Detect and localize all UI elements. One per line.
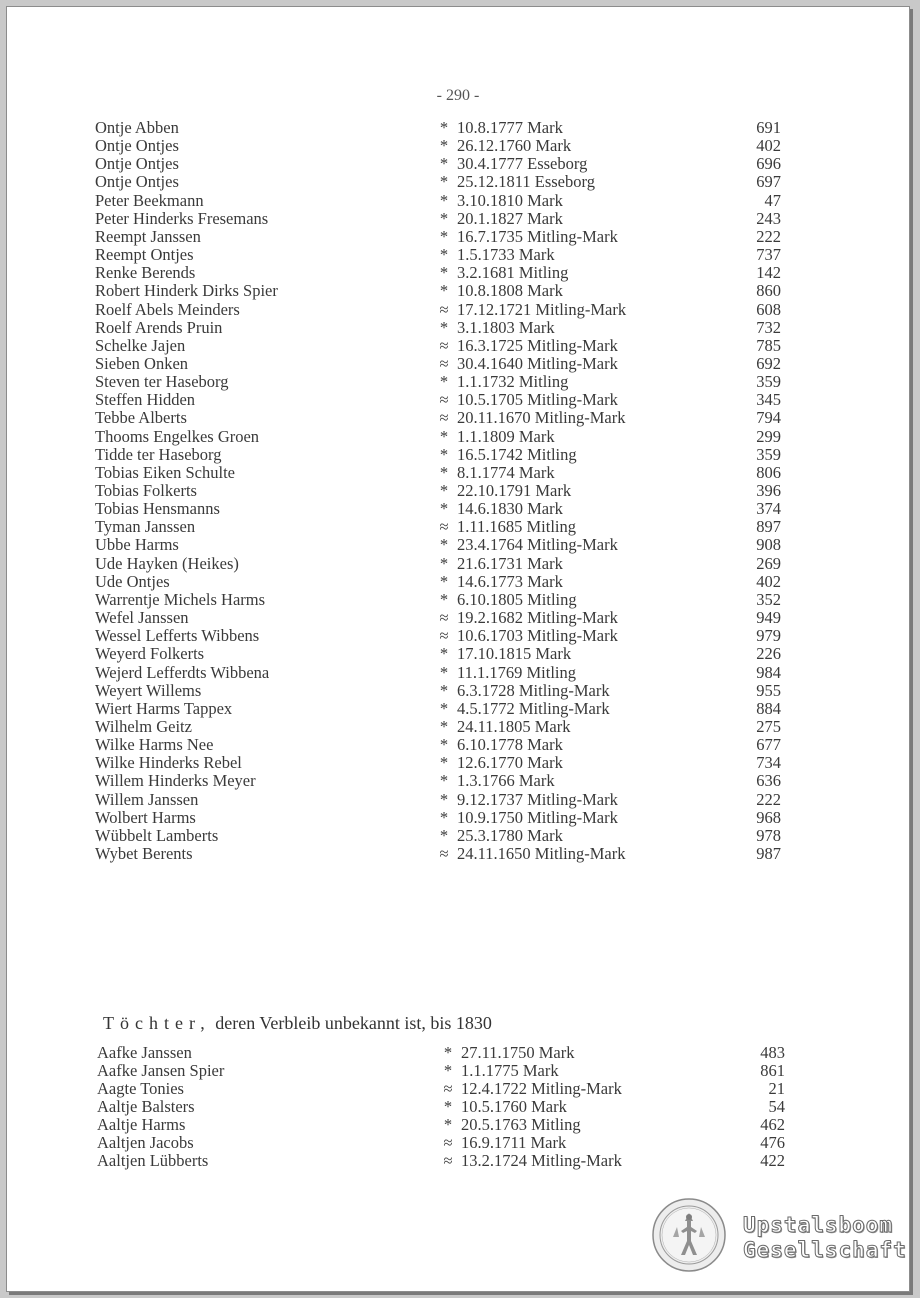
entry-name: Thooms Engelkes Groen xyxy=(95,426,260,446)
entry-name: Steffen Hidden xyxy=(95,390,196,410)
entry-name: Tidde ter Haseborg xyxy=(95,444,222,464)
entry-date: 25.12.1811 Esseborg xyxy=(457,172,595,192)
entry-number: 402 xyxy=(756,136,781,156)
entry-number: 222 xyxy=(756,226,781,246)
entry-number: 359 xyxy=(756,444,781,464)
entry-number: 299 xyxy=(756,426,781,446)
entry-number: 696 xyxy=(756,154,781,174)
entry-date: 20.5.1763 Mitling xyxy=(461,1115,581,1134)
entry-name: Steven ter Haseborg xyxy=(95,372,229,392)
entry-date: 6.3.1728 Mitling-Mark xyxy=(457,680,610,700)
entry-mark: * xyxy=(439,499,449,519)
entry-number: 222 xyxy=(756,789,781,809)
entry-date: 24.11.1805 Mark xyxy=(457,716,571,736)
entry-mark: * xyxy=(439,426,449,446)
entry-number: 462 xyxy=(760,1115,785,1134)
entry-name: Reempt Janssen xyxy=(95,226,201,246)
entry-date: 3.10.1810 Mark xyxy=(457,190,563,210)
entry-number: 352 xyxy=(756,589,781,609)
entry-mark: * xyxy=(439,444,449,464)
entry-date: 1.11.1685 Mitling xyxy=(457,517,577,537)
entry-number: 275 xyxy=(756,716,781,736)
entry-date: 3.1.1803 Mark xyxy=(457,317,555,337)
organization-name xyxy=(743,1213,907,1263)
entry-name: Aafke Jansen Spier xyxy=(97,1061,225,1080)
entry-date: 16.5.1742 Mitling xyxy=(457,444,577,464)
entry-name: Roelf Arends Pruin xyxy=(95,317,223,337)
entry-number: 476 xyxy=(760,1133,785,1152)
daughters-heading xyxy=(103,1013,492,1034)
entry-number: 422 xyxy=(760,1151,785,1170)
entry-number: 396 xyxy=(756,481,781,500)
entry-mark: * xyxy=(439,680,449,700)
entry-date: 12.4.1722 Mitling-Mark xyxy=(461,1079,622,1098)
entry-mark: * xyxy=(439,535,449,555)
daughters-heading-rest: deren Verbleib unbekannt ist, bis 1830 xyxy=(215,1013,492,1033)
entry-name: Reempt Ontjes xyxy=(95,245,194,265)
entry-number: 21 xyxy=(768,1079,785,1098)
entry-number: 897 xyxy=(756,517,781,537)
entry-number: 677 xyxy=(756,735,781,755)
entry-number: 226 xyxy=(756,644,781,664)
entry-date: 16.3.1725 Mitling-Mark xyxy=(457,335,618,355)
entry-number: 697 xyxy=(756,172,781,192)
entry-number: 732 xyxy=(756,317,781,337)
entry-name: Peter Beekmann xyxy=(95,190,204,210)
entry-mark: * xyxy=(443,1097,453,1116)
entry-mark: ≈ xyxy=(439,608,449,628)
entry-mark: * xyxy=(439,807,449,827)
organization-name-line1: Upstalsboom xyxy=(743,1213,894,1237)
entry-name: Wejerd Lefferdts Wibbena xyxy=(95,662,270,682)
entry-number: 908 xyxy=(756,535,781,555)
entry-mark: * xyxy=(439,589,449,609)
entry-mark: * xyxy=(439,118,449,137)
entry-date: 20.1.1827 Mark xyxy=(457,208,563,228)
entry-date: 23.4.1764 Mitling-Mark xyxy=(457,535,618,555)
entry-mark: * xyxy=(439,662,449,682)
entry-date: 16.9.1711 Mark xyxy=(461,1133,567,1152)
entry-mark: * xyxy=(439,263,449,283)
entry-name: Ontje Abben xyxy=(95,118,179,137)
entry-number: 949 xyxy=(756,608,781,628)
entry-name: Wolbert Harms xyxy=(95,807,196,827)
entry-date: 22.10.1791 Mark xyxy=(457,481,572,500)
entry-name: Ontje Ontjes xyxy=(95,172,179,192)
entry-mark: * xyxy=(439,208,449,228)
entry-mark: * xyxy=(439,644,449,664)
entry-number: 860 xyxy=(756,281,781,301)
entry-name: Aaltjen Jacobs xyxy=(97,1133,194,1152)
entry-name: Willem Janssen xyxy=(95,789,199,809)
entry-mark: * xyxy=(439,226,449,246)
entry-name: Aafke Janssen xyxy=(97,1043,192,1062)
entry-date: 11.1.1769 Mitling xyxy=(457,662,577,682)
entry-number: 785 xyxy=(756,335,781,355)
entry-date: 14.6.1830 Mark xyxy=(457,499,563,519)
entry-mark: * xyxy=(443,1115,453,1134)
entry-mark: * xyxy=(439,190,449,210)
entry-name: Ude Hayken (Heikes) xyxy=(95,553,239,573)
entry-name: Ontje Ontjes xyxy=(95,154,179,174)
entry-mark: * xyxy=(439,571,449,591)
entry-mark: * xyxy=(439,825,449,845)
entry-mark: * xyxy=(439,735,449,755)
entry-name: Roelf Abels Meinders xyxy=(95,299,240,319)
entry-mark: * xyxy=(439,136,449,156)
entry-name: Ubbe Harms xyxy=(95,535,179,555)
entry-number: 987 xyxy=(756,844,781,863)
entry-date: 6.10.1778 Mark xyxy=(457,735,563,755)
document-page xyxy=(6,6,910,1292)
entry-mark: * xyxy=(439,771,449,791)
entry-number: 54 xyxy=(768,1097,785,1116)
entry-mark: * xyxy=(439,753,449,773)
entry-date: 24.11.1650 Mitling-Mark xyxy=(457,844,626,863)
entry-name: Renke Berends xyxy=(95,263,196,283)
entry-date: 10.8.1808 Mark xyxy=(457,281,563,301)
entry-number: 402 xyxy=(756,571,781,591)
entry-name: Tobias Eiken Schulte xyxy=(95,462,235,482)
entry-date: 9.12.1737 Mitling-Mark xyxy=(457,789,618,809)
entry-number: 737 xyxy=(756,245,781,265)
entry-mark: ≈ xyxy=(439,390,449,410)
entry-date: 3.2.1681 Mitling xyxy=(457,263,569,283)
entry-number: 374 xyxy=(756,499,781,519)
entry-name: Aagte Tonies xyxy=(97,1079,184,1098)
entry-number: 691 xyxy=(756,118,781,137)
entry-number: 978 xyxy=(756,825,781,845)
entry-mark: ≈ xyxy=(439,299,449,319)
entry-date: 1.1.1809 Mark xyxy=(457,426,555,446)
entry-mark: ≈ xyxy=(443,1079,453,1098)
entry-date: 25.3.1780 Mark xyxy=(457,825,563,845)
entry-number: 884 xyxy=(756,698,781,718)
entry-name: Aaltje Harms xyxy=(97,1115,186,1134)
entry-date: 1.3.1766 Mark xyxy=(457,771,555,791)
upstalsboom-seal-icon xyxy=(651,1197,727,1273)
entry-number: 269 xyxy=(756,553,781,573)
entry-date: 1.5.1733 Mark xyxy=(457,245,555,265)
entry-name: Wilke Hinderks Rebel xyxy=(95,753,242,773)
entry-date: 27.11.1750 Mark xyxy=(461,1043,575,1062)
entry-date: 6.10.1805 Mitling xyxy=(457,589,577,609)
entry-name: Wübbelt Lamberts xyxy=(95,825,219,845)
entry-name: Ontje Ontjes xyxy=(95,136,179,156)
entry-name: Weyert Willems xyxy=(95,680,202,700)
entry-mark: * xyxy=(443,1043,453,1062)
entry-date: 26.12.1760 Mark xyxy=(457,136,572,156)
entry-mark: * xyxy=(439,789,449,809)
entry-date: 10.6.1703 Mitling-Mark xyxy=(457,626,618,646)
entry-date: 30.4.1777 Esseborg xyxy=(457,154,588,174)
entry-date: 13.2.1724 Mitling-Mark xyxy=(461,1151,622,1170)
entry-mark: * xyxy=(443,1061,453,1080)
entry-name: Warrentje Michels Harms xyxy=(95,589,266,609)
entry-mark: * xyxy=(439,317,449,337)
entry-name: Peter Hinderks Fresemans xyxy=(95,208,269,228)
entry-date: 30.4.1640 Mitling-Mark xyxy=(457,353,618,373)
entry-number: 794 xyxy=(756,408,781,428)
entry-name: Wilhelm Geitz xyxy=(95,716,192,736)
entry-name: Tyman Janssen xyxy=(95,517,196,537)
entry-name: Wessel Lefferts Wibbens xyxy=(95,626,260,646)
entry-mark: * xyxy=(439,462,449,482)
entry-mark: ≈ xyxy=(439,517,449,537)
entry-mark: ≈ xyxy=(443,1133,453,1152)
entry-name: Aaltjen Lübberts xyxy=(97,1151,209,1170)
entry-number: 359 xyxy=(756,372,781,392)
entry-date: 4.5.1772 Mitling-Mark xyxy=(457,698,610,718)
entry-name: Tobias Folkerts xyxy=(95,481,197,500)
entry-date: 17.10.1815 Mark xyxy=(457,644,572,664)
entry-date: 10.5.1705 Mitling-Mark xyxy=(457,390,618,410)
entry-number: 345 xyxy=(756,390,781,410)
entry-name: Sieben Onken xyxy=(95,353,189,373)
entry-name: Wilke Harms Nee xyxy=(95,735,214,755)
entry-mark: * xyxy=(439,281,449,301)
entry-number: 734 xyxy=(756,753,781,773)
entry-date: 19.2.1682 Mitling-Mark xyxy=(457,608,618,628)
entry-number: 984 xyxy=(756,662,781,682)
entry-number: 979 xyxy=(756,626,781,646)
entry-mark: * xyxy=(439,372,449,392)
entry-mark: ≈ xyxy=(443,1151,453,1170)
entry-date: 10.8.1777 Mark xyxy=(457,118,563,137)
entry-mark: ≈ xyxy=(439,844,449,863)
entry-name: Weyerd Folkerts xyxy=(95,644,205,664)
entry-mark: ≈ xyxy=(439,353,449,373)
entry-mark: ≈ xyxy=(439,335,449,355)
entry-mark: * xyxy=(439,553,449,573)
entry-name: Schelke Jajen xyxy=(95,335,186,355)
entry-mark: * xyxy=(439,154,449,174)
entry-number: 806 xyxy=(756,462,781,482)
entry-number: 47 xyxy=(764,190,781,210)
entry-date: 1.1.1775 Mark xyxy=(461,1061,559,1080)
entry-name: Aaltje Balsters xyxy=(97,1097,195,1116)
entry-number: 142 xyxy=(756,263,781,283)
organization-name-line2: Gesellschaft xyxy=(743,1238,907,1262)
entry-number: 243 xyxy=(756,208,781,228)
page-number: - 290 - xyxy=(436,87,480,104)
entry-date: 10.9.1750 Mitling-Mark xyxy=(457,807,618,827)
entry-name: Wefel Janssen xyxy=(95,608,189,628)
entry-name: Willem Hinderks Meyer xyxy=(95,771,256,791)
entry-date: 8.1.1774 Mark xyxy=(457,462,555,482)
entry-mark: * xyxy=(439,172,449,192)
entry-number: 636 xyxy=(756,771,781,791)
entry-number: 861 xyxy=(760,1061,785,1080)
entry-date: 1.1.1732 Mitling xyxy=(457,372,569,392)
entry-name: Tebbe Alberts xyxy=(95,408,187,428)
entry-number: 955 xyxy=(756,680,781,700)
entry-name: Ude Ontjes xyxy=(95,571,170,591)
entry-date: 17.12.1721 Mitling-Mark xyxy=(457,299,627,319)
entry-date: 10.5.1760 Mark xyxy=(461,1097,567,1116)
entry-name: Tobias Hensmanns xyxy=(95,499,220,519)
entry-name: Robert Hinderk Dirks Spier xyxy=(95,281,278,301)
entry-number: 483 xyxy=(760,1043,785,1062)
entry-date: 12.6.1770 Mark xyxy=(457,753,563,773)
entry-number: 968 xyxy=(756,807,781,827)
entry-mark: * xyxy=(439,698,449,718)
entry-number: 692 xyxy=(756,353,781,373)
entry-date: 16.7.1735 Mitling-Mark xyxy=(457,226,618,246)
entry-name: Wybet Berents xyxy=(95,844,193,863)
entry-mark: ≈ xyxy=(439,626,449,646)
entry-date: 14.6.1773 Mark xyxy=(457,571,563,591)
entry-name: Wiert Harms Tappex xyxy=(95,698,233,718)
entry-mark: ≈ xyxy=(439,408,449,428)
entry-number: 608 xyxy=(756,299,781,319)
daughters-heading-spaced: Töchter, xyxy=(103,1013,211,1033)
entry-mark: * xyxy=(439,245,449,265)
entry-mark: * xyxy=(439,481,449,500)
entry-mark: * xyxy=(439,716,449,736)
entry-date: 21.6.1731 Mark xyxy=(457,553,563,573)
entry-date: 20.11.1670 Mitling-Mark xyxy=(457,408,626,428)
